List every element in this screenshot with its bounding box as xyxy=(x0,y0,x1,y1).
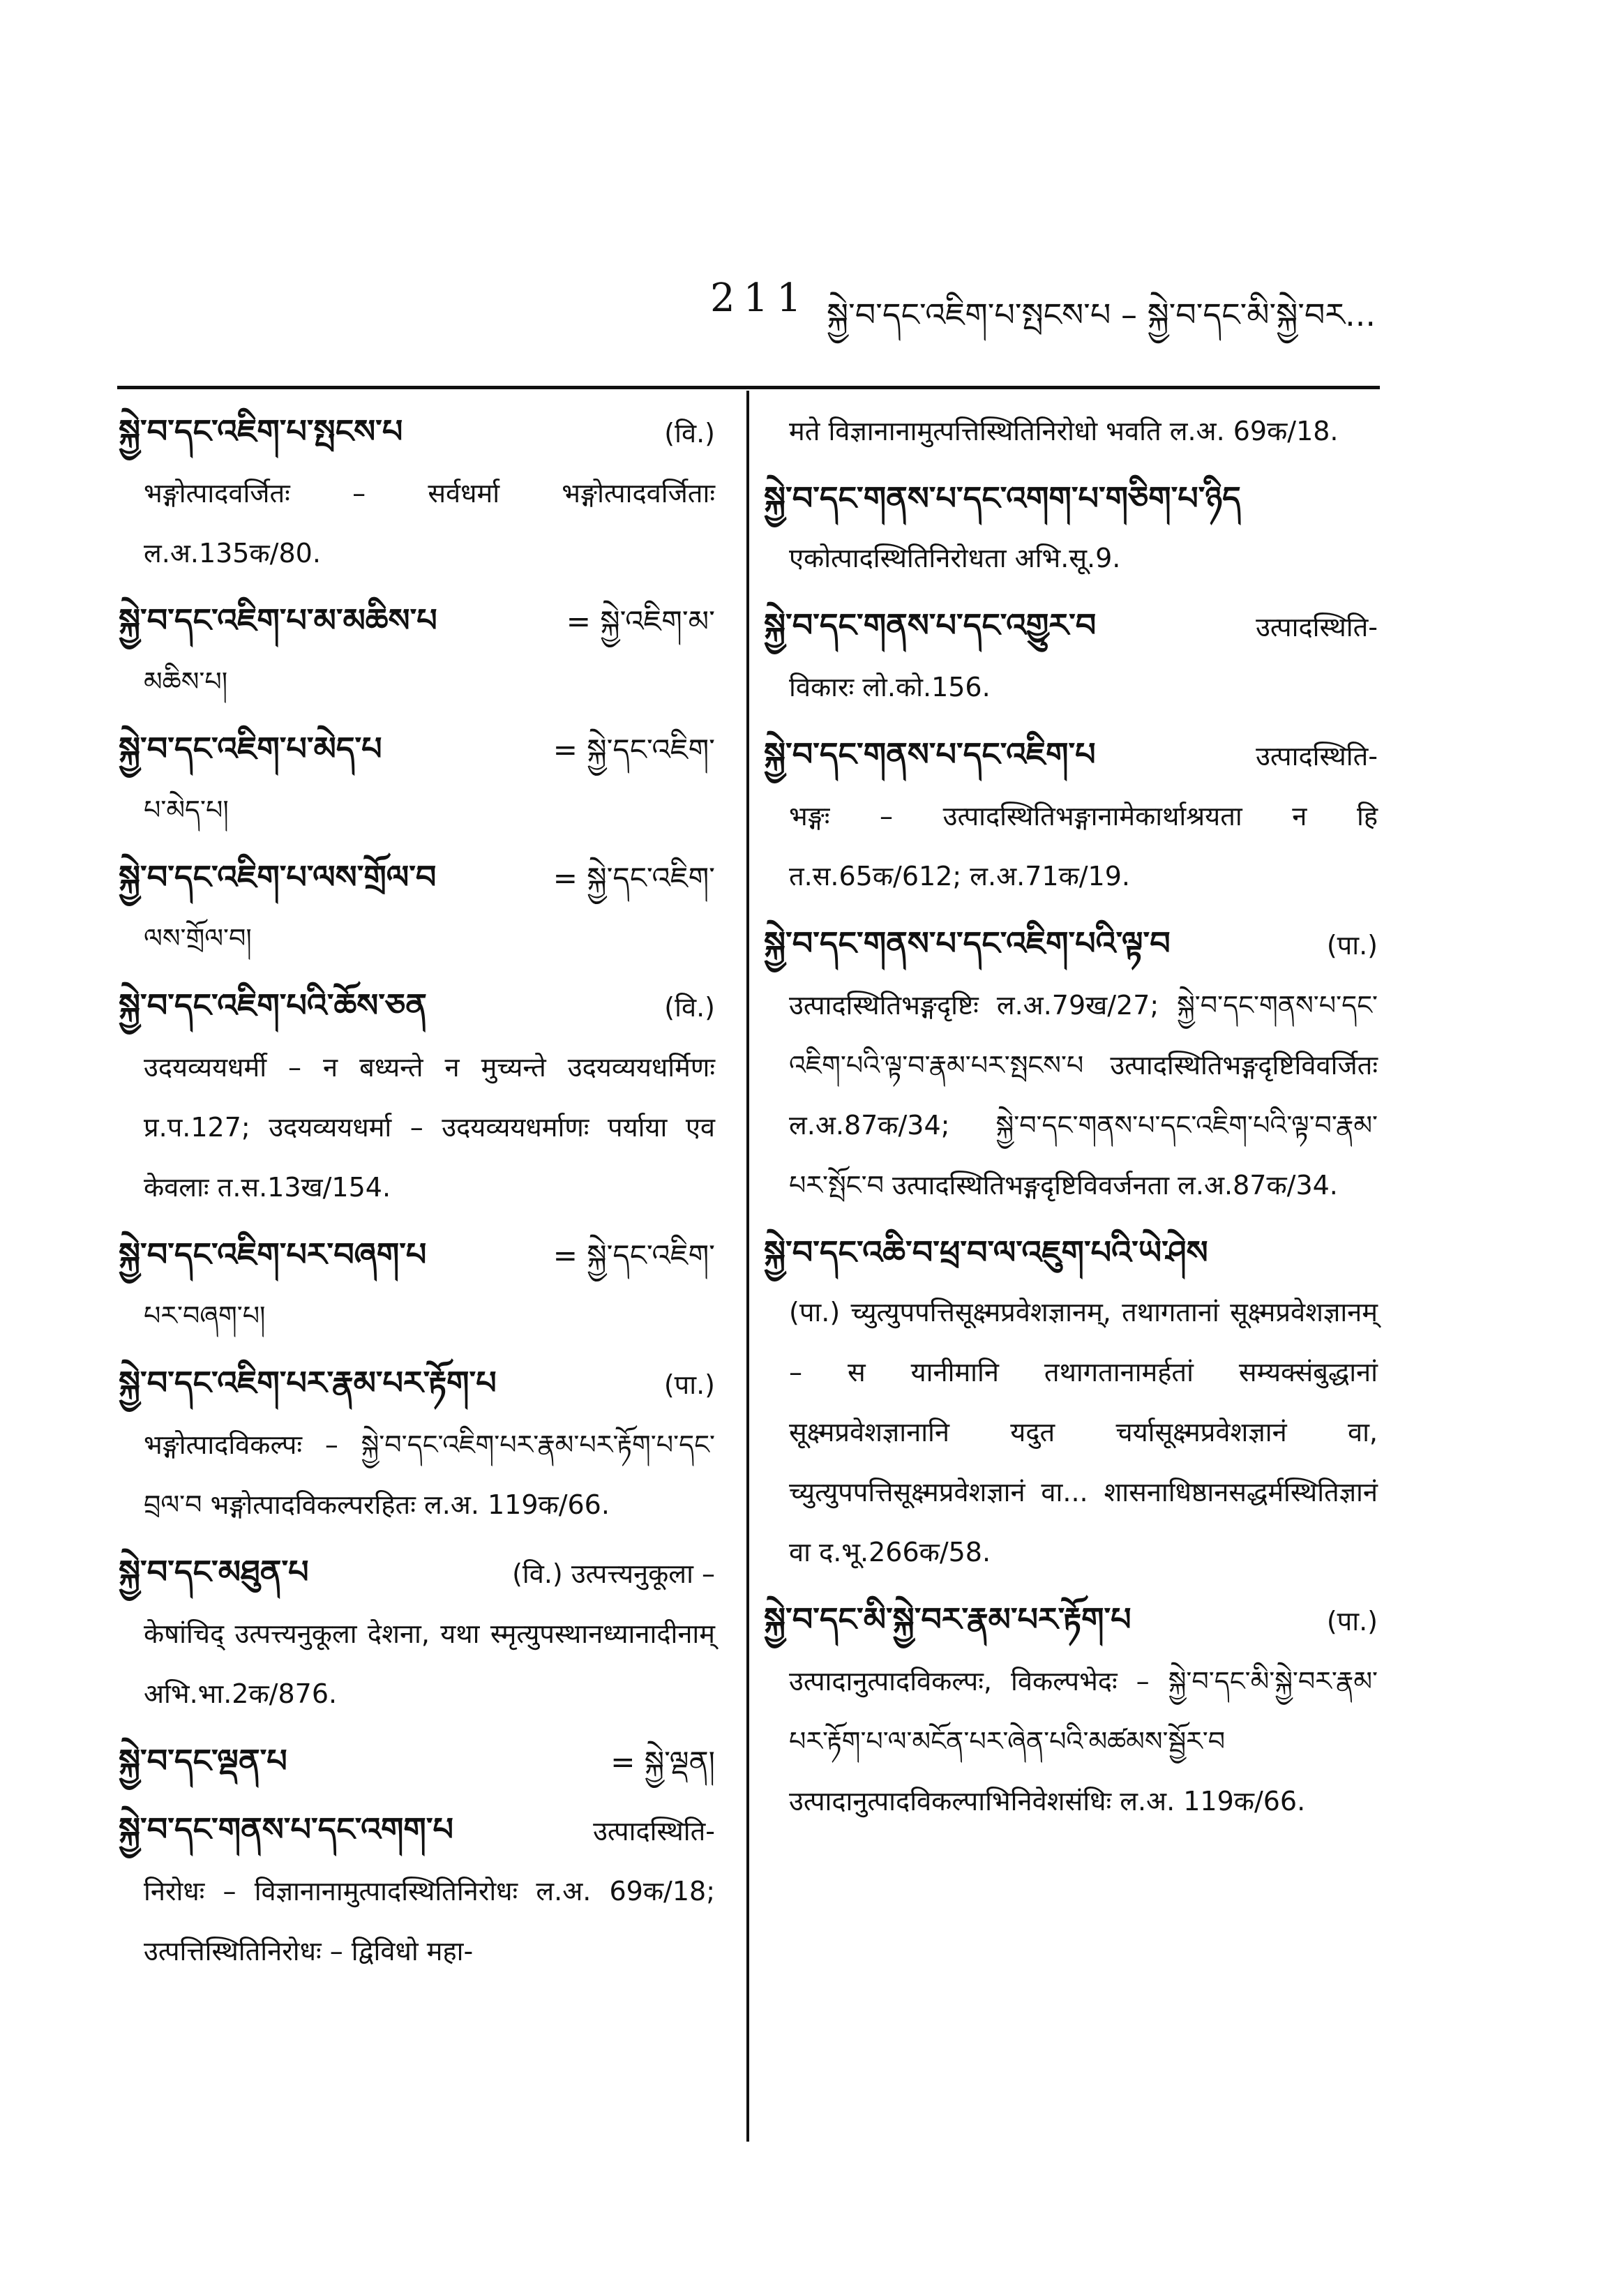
entry-definition: (पा.) च्युत्युपपत्तिसूक्ष्मप्रवेशज्ञानम्, तथागतानां सूक्ष्मप्रवेशज्ञानम् – स यानीमानि तथागतानामर्हतां सम्यक्संबुद्धानां सूक्ष्मप्रवेशज्ञानानि यदुत चर्यासूक्ष्मप्रवेशज्ञानं वा, च्युत्युपपत्तिसूक्ष्मप्रवेशज्ञानं वा... शासनाधिष्ठानसद्धर्मस्थितिज्ञानं वा द.भू.266क/58. xyxy=(789,1297,1378,1567)
dictionary-entry xyxy=(119,719,715,840)
entry-headword: སྐྱེ་བ་དང་འཇིག་པར་རྣམ་པར་རྟོག་པ xyxy=(119,1364,497,1401)
entry-definition: मते विज्ञानानामुत्पत्तिस्थितिनिरोधो भवति ल.अ. 69क/18. xyxy=(789,416,1339,446)
dictionary-entry xyxy=(119,1731,715,1792)
entry-headword: སྐྱེ་བ་དང་འཇིག་པ་མ་མཆིས་པ xyxy=(119,601,437,639)
entry-definition: विकारः लो.को.156. xyxy=(789,672,991,702)
entry-tag: = སྐྱེ་དང་འཇིག་ xyxy=(552,861,715,895)
entry-definition: निरोधः – विज्ञानानामुत्पादस्थितिनिरोधः ल.अ. 69क/18; उत्पत्तिस्थितिनिरोधः – द्विविधो महा- xyxy=(144,1876,715,1967)
entry-tag: उत्पादस्थिति- xyxy=(1256,612,1378,642)
entry-definition: ལས་གྲོལ་བ། xyxy=(144,923,252,954)
entry-headword: སྐྱེ་བ་དང་འཇིག་པའི་ཆོས་ཅན xyxy=(119,986,427,1024)
entry-definition: उत्पादस्थितिभङ्गदृष्टिः ल.अ.79ख/27; སྐྱེ་བ་དང་གནས་པ་དང་འཇིག་པའི་ལྟ་བ་རྣམ་པར་སྤངས་པ उत्पादस्थितिभङ्गदृष्टिविवर्जितः ल.अ.87क/34; སྐྱེ་བ་དང་གནས་པ་དང་འཇིག་པའི་ལྟ་བ་རྣམ་པར་སྤོང་བ उत्पादस्थितिभङ्गदृष्टिविवर्जनता ल.अ.87क/34. xyxy=(789,990,1378,1201)
entry-headword: སྐྱེ་བ་དང་གནས་པ་དང་འགག་པ་གཅིག་པ་ཉིད xyxy=(764,479,1241,517)
page-number: 211 xyxy=(710,276,810,321)
entry-definition: भङ्गोत्पादविकल्पः – སྐྱེ་བ་དང་འཇིག་པར་རྣམ་པར་རྟོག་པ་དང་བྲལ་བ भङ्गोत्पादविकल्परहितः ल.अ. 119क/66. xyxy=(144,1429,715,1520)
entry-tag: (पा.) xyxy=(663,1369,715,1400)
right-column xyxy=(764,401,1378,1838)
entry-headword: སྐྱེ་བ་དང་གནས་པ་དང་འགྱུར་བ xyxy=(764,606,1097,644)
left-column xyxy=(119,401,715,1988)
entry-definition: མཆིས་པ། xyxy=(144,666,228,697)
dictionary-entry xyxy=(764,468,1378,588)
entry-headword: སྐྱེ་བ་དང་འཇིག་པ་ལས་གྲོལ་བ xyxy=(119,858,437,896)
entry-tag: = སྐྱེ་འཇིག་མ་ xyxy=(566,604,715,638)
dictionary-entry xyxy=(119,975,715,1217)
entry-tag: = སྐྱེ་ལྡན། xyxy=(610,1745,715,1779)
entry-tag: उत्पादस्थिति- xyxy=(1256,741,1378,772)
entry-headword: སྐྱེ་བ་དང་ལྡན་པ xyxy=(119,1742,287,1780)
entry-definition: པར་བཞག་པ། xyxy=(144,1300,266,1331)
dictionary-entry xyxy=(764,401,1378,461)
entry-tag: (वि.) xyxy=(664,992,715,1023)
entry-definition: उत्पादानुत्पादविकल्पः, विकल्पभेदः – སྐྱེ་བ་དང་མི་སྐྱེ་བར་རྣམ་པར་རྟོག་པ་ལ་མངོན་པར་ཞེན་པའི་མཚམས་སྦྱོར་བ उत्पादानुत्पादविकल्पाभिनिवेशसंधिः ल.अ. 119क/66. xyxy=(789,1666,1378,1817)
entry-headword: སྐྱེ་བ་དང་འཆི་བ་ཕྲ་བ་ལ་འཇུག་པའི་ཡེ་ཤེས xyxy=(764,1233,1208,1271)
entry-tag: (पा.) xyxy=(1326,1606,1378,1637)
entry-headword: སྐྱེ་བ་དང་གནས་པ་དང་འགག་པ xyxy=(119,1810,453,1848)
entry-tag: उत्पादस्थिति- xyxy=(593,1816,715,1847)
entry-tag: = སྐྱེ་དང་འཇིག་ xyxy=(552,732,715,767)
entry-definition: एकोत्पादस्थितिनिरोधता अभि.सू.9. xyxy=(789,543,1121,573)
dictionary-entry xyxy=(764,724,1378,906)
entry-headword: སྐྱེ་བ་དང་མི་སྐྱེ་བར་རྣམ་པར་རྟོག་པ xyxy=(764,1600,1131,1638)
entry-headword: སྐྱེ་བ་དང་གནས་པ་དང་འཇིག་པའི་ལྟ་བ xyxy=(764,924,1171,962)
dictionary-entry xyxy=(764,1222,1378,1582)
dictionary-entry xyxy=(119,1542,715,1724)
entry-headword: སྐྱེ་བ་དང་འཇིག་པ་མེད་པ xyxy=(119,730,382,767)
dictionary-entry xyxy=(119,590,715,712)
entry-definition: भङ्गः – उत्पादस्थितिभङ्गानामेकार्थाश्रयता न हि त.स.65क/612; ल.अ.71क/19. xyxy=(789,801,1378,892)
header-rule xyxy=(117,386,1380,389)
dictionary-entry xyxy=(764,913,1378,1215)
entry-tag: (पा.) xyxy=(1326,930,1378,961)
entry-headword: སྐྱེ་བ་དང་འཇིག་པར་བཞག་པ xyxy=(119,1235,427,1273)
dictionary-entry xyxy=(119,847,715,968)
entry-headword: སྐྱེ་བ་དང་འཇིག་པ་སྤངས་པ xyxy=(119,412,403,450)
entry-definition: भङ्गोत्पादवर्जितः – सर्वधर्मा भङ्गोत्पादवर्जिताः ल.अ.135क/80. xyxy=(144,478,715,569)
entry-headword: སྐྱེ་བ་དང་མཐུན་པ xyxy=(119,1553,309,1591)
entry-definition: उदयव्ययधर्मी – न बध्यन्ते न मुच्यन्ते उदयव्ययधर्मिणः प्र.प.127; उदयव्ययधर्मा – उदयव्ययधर्माणः पर्याया एव केवलाः त.स.13ख/154. xyxy=(144,1052,715,1203)
dictionary-entry xyxy=(764,595,1378,717)
dictionary-entry xyxy=(764,1589,1378,1831)
entry-tag: = སྐྱེ་དང་འཇིག་ xyxy=(552,1238,715,1272)
dictionary-entry xyxy=(119,1353,715,1535)
entry-definition: པ་མེད་པ། xyxy=(144,795,229,825)
page-header xyxy=(0,276,1624,338)
running-head: སྐྱེ་བ་དང་འཇིག་པ་སྤངས་པ – སྐྱེ་བ་དང་མི་སྐྱེ་བར... xyxy=(827,296,1376,333)
dictionary-entry xyxy=(119,401,715,583)
column-divider xyxy=(746,391,749,2142)
dictionary-entry xyxy=(119,1799,715,1981)
entry-tag: (वि.) xyxy=(664,418,715,449)
entry-tag: (वि.) उत्पत्त्यनुकूला – xyxy=(512,1558,715,1589)
entry-definition: केषांचिद् उत्पत्त्यनुकूला देशना, यथा स्मृत्युपस्थानध्यानादीनाम् अभि.भा.2क/876. xyxy=(144,1618,715,1709)
dictionary-entry xyxy=(119,1224,715,1346)
entry-headword: སྐྱེ་བ་དང་གནས་པ་དང་འཇིག་པ xyxy=(764,735,1096,773)
